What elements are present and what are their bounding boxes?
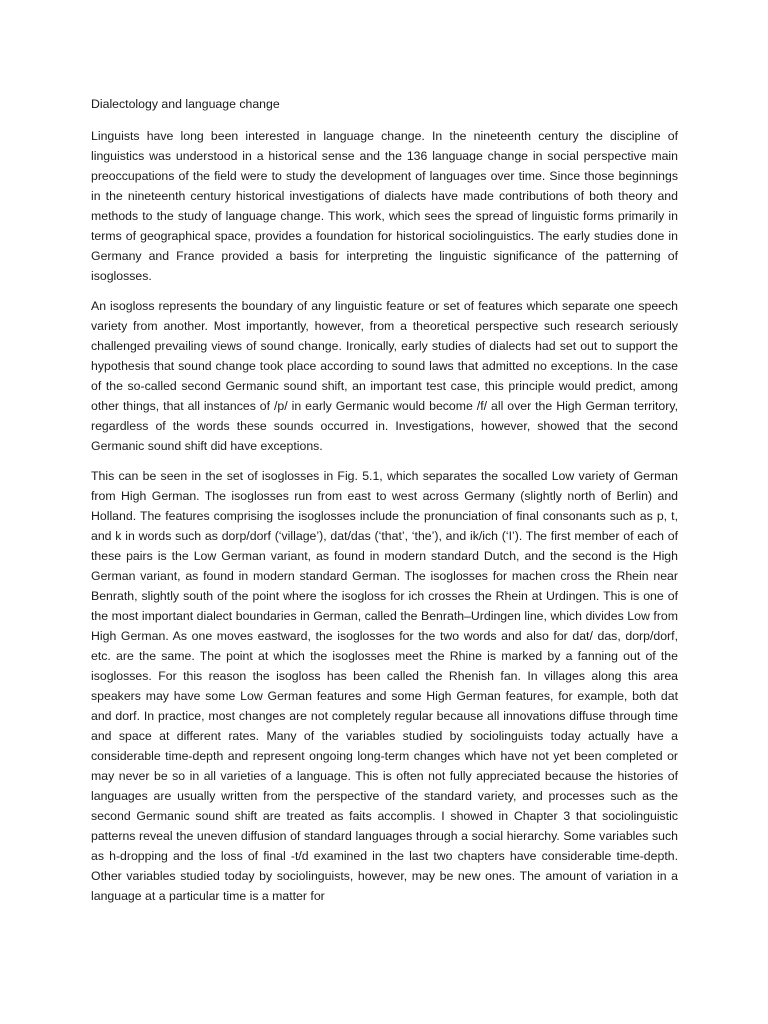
- paragraph-isogloss: An isogloss represents the boundary of any linguistic feature or set of features which separate one speech variety from another. Most importantly, however, from a theoretical perspective such research seriously challenged prevailing views of sound change. Ironically, early studies of dialects had set out to support the hypothesis that sound change took place according to sound laws that admitted no exceptions. In the case of the so-called second Germanic sound shift, an important test case, this principle would predict, among other things, that all instances of /p/ in early Germanic would become /f/ all over the High German territory, regardless of the words these sounds occurred in. Investigations, however, showed that the second Germanic sound shift did have exceptions.: [91, 299, 678, 453]
- document-title: Dialectology and language change: [91, 97, 280, 111]
- paragraph-language-change: Linguists have long been interested in language change. In the nineteenth century the discipline of linguistics was understood in a historical sense and the 136 language change in social perspective main preoccupations of the field were to study the development of languages over time. Since those beginnings in the nineteenth century historical investigations of dialects have made contributions of both theory and methods to the study of language change. This work, which sees the spread of linguistic forms primarily in terms of geographical space, provides a foundation for historical sociolinguistics. The early studies done in Germany and France provided a basis for interpreting the linguistic significance of the patterning of isoglosses.: [91, 129, 678, 283]
- paragraph-benrath-line: This can be seen in the set of isoglosses in Fig. 5.1, which separates the socalled Low variety of German from High German. The isoglosses run from east to west across Germany (slightly north of Berlin) and Holland. The features comprising the isoglosses include the pronunciation of final consonants such as p, t, and k in words such as dorp/dorf (‘village’), dat/das (‘that’, ‘the’), and ik/ich (‘I’). The first member of each of these pairs is the Low German variant, as found in modern standard Dutch, and the second is the High German variant, as found in modern standard German. The isoglosses for machen cross the Rhein near Benrath, slightly south of the point where the isogloss for ich crosses the Rhein at Urdingen. This is one of the most important dialect boundaries in German, called the Benrath–Urdingen line, which divides Low from High German. As one moves eastward, the isoglosses for the two words and also for dat/ das, dorp/dorf, etc. are the same. The point at which the isoglosses meet the Rhine is marked by a fanning out of the isoglosses. For this reason the isogloss has been called the Rhenish fan. In villages along this area speakers may have some Low German features and some High German features, for example, both dat and dorf. In practice, most changes are not completely regular because all innovations diffuse through time and space at different rates. Many of the variables studied by sociolinguists today actually have a considerable time-depth and represent ongoing long-term changes which have not yet been completed or may never be so in all varieties of a language. This is often not fully appreciated because the histories of languages are usually written from the perspective of the standard variety, and processes such as the second Germanic sound shift are treated as faits accomplis. I showed in Chapter 3 that sociolinguistic patterns reveal the uneven diffusion of standard languages through a social hierarchy. Some variables such as h-dropping and the loss of final -t/d examined in the last two chapters have considerable time-depth. Other variables studied today by sociolinguists, however, may be new ones. The amount of variation in a language at a particular time is a matter for: [91, 469, 678, 903]
- document-page: [91, 94, 678, 916]
